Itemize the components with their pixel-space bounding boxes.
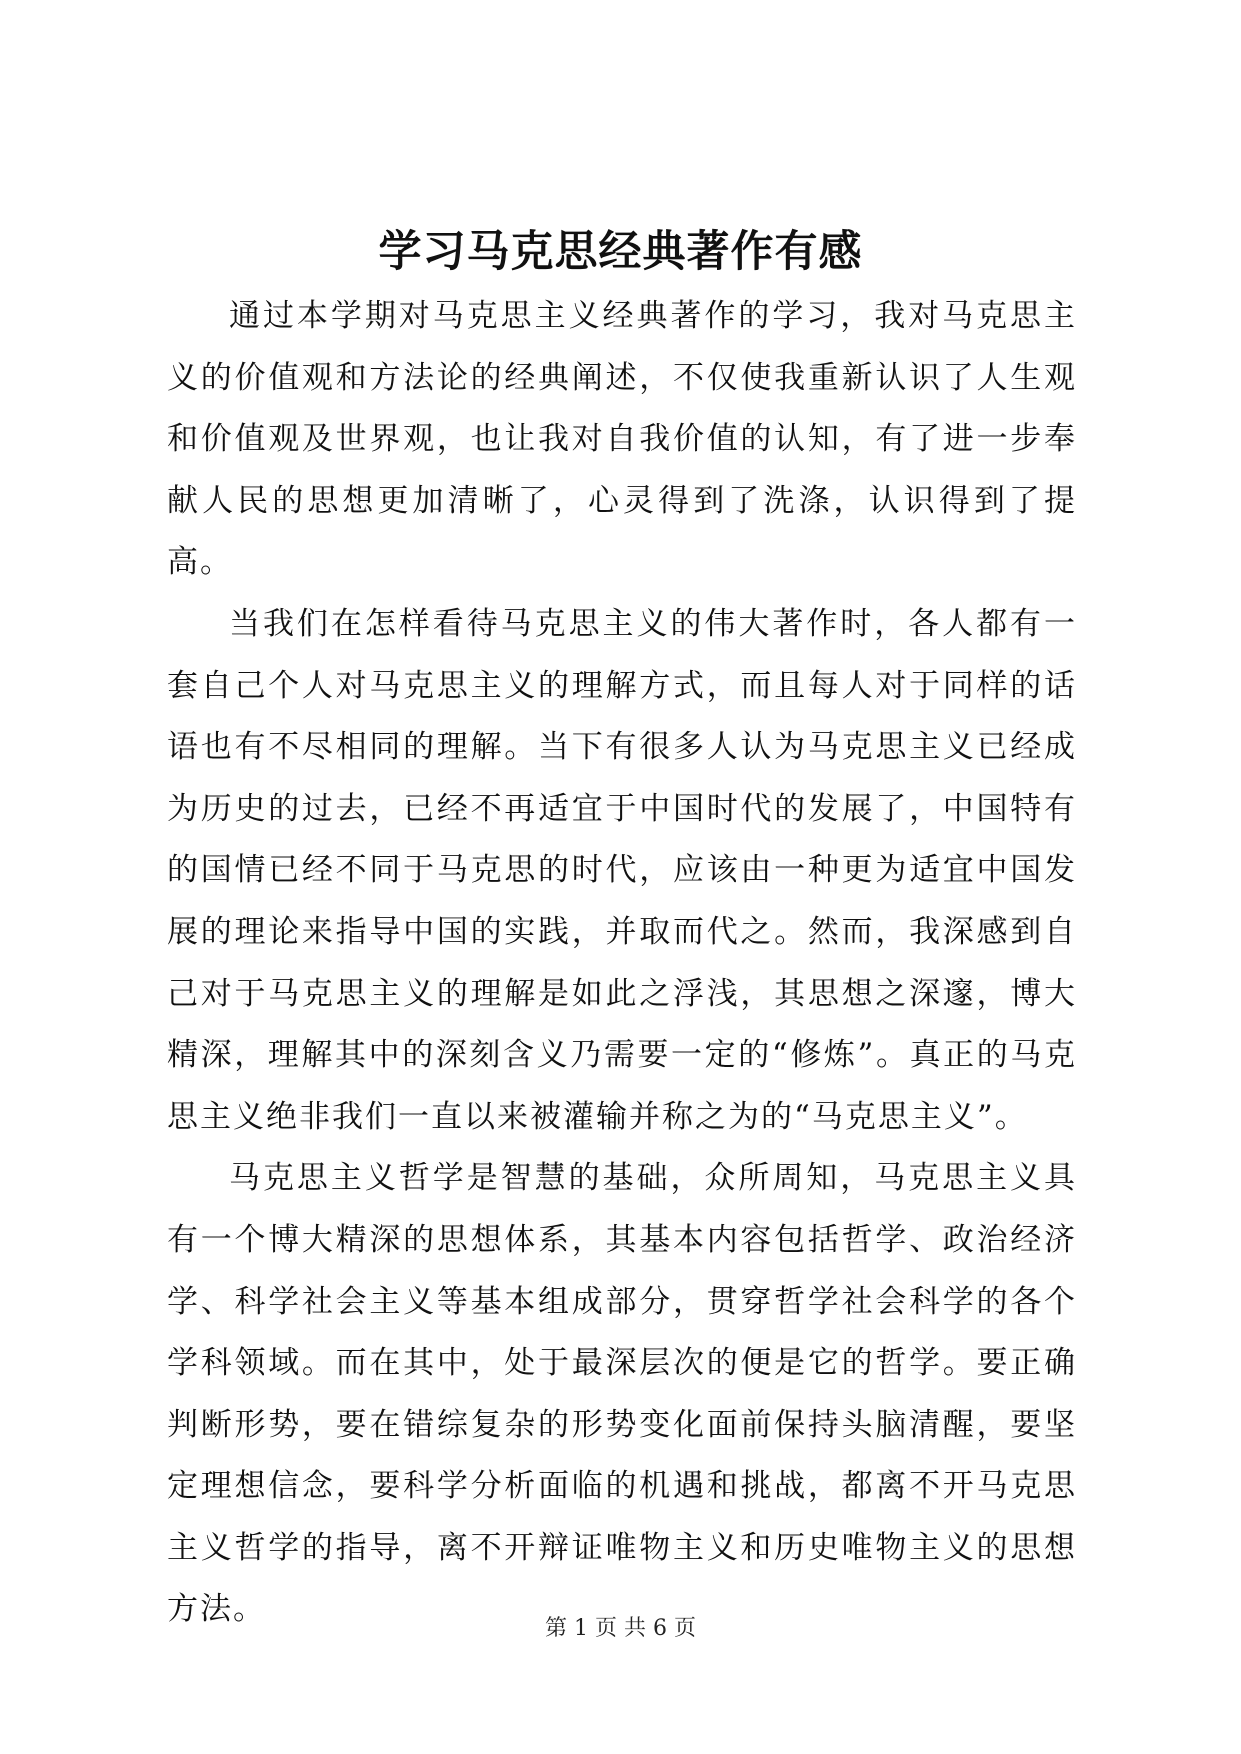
page-number-footer: 第 1 页 共 6 页	[545, 1616, 696, 1641]
document-title: 学习马克思经典著作有感	[378, 227, 863, 277]
paragraph-2: 当我们在怎样看待马克思主义的伟大著作时，各人都有一套自己个人对马克思主义的理解方式，而且每人对于同样的话语也有不尽相同的理解。当下有很多人认为马克思主义已经成为历史的过去，已经不再适宜于中国时代的发展了，中国特有的国情已经不同于马克思的时代，应该由一种更为适宜中国发展的理论来指导中国的实践，并取而代之。然而，我深感到自己对于马克思主义的理解是如此之浮浅，其思想之深邃，博大精深，理解其中的深刻含义乃需要一定的“修炼”。真正的马克思主义绝非我们一直以来被灌输并称之为的“马克思主义”。	[167, 605, 1077, 1135]
document-body	[167, 286, 1077, 1641]
paragraph-1: 通过本学期对马克思主义经典著作的学习，我对马克思主义的价值观和方法论的经典阐述，不仅使我重新认识了人生观和价值观及世界观，也让我对自我价值的认知，有了进一步奉献人民的思想更加清晰了，心灵得到了洗涤，认识得到了提高。	[167, 298, 1077, 581]
paragraph-3: 马克思主义哲学是智慧的基础，众所周知，马克思主义具有一个博大精深的思想体系，其基本内容包括哲学、政治经济学、科学社会主义等基本组成部分，贯穿哲学社会科学的各个学科领域。而在其中，处于最深层次的便是它的哲学。要正确判断形势，要在错综复杂的形势变化面前保持头脑清醒，要坚定理想信念，要科学分析面临的机遇和挑战，都离不开马克思主义哲学的指导，离不开辩证唯物主义和历史唯物主义的思想方法。	[167, 1160, 1077, 1628]
